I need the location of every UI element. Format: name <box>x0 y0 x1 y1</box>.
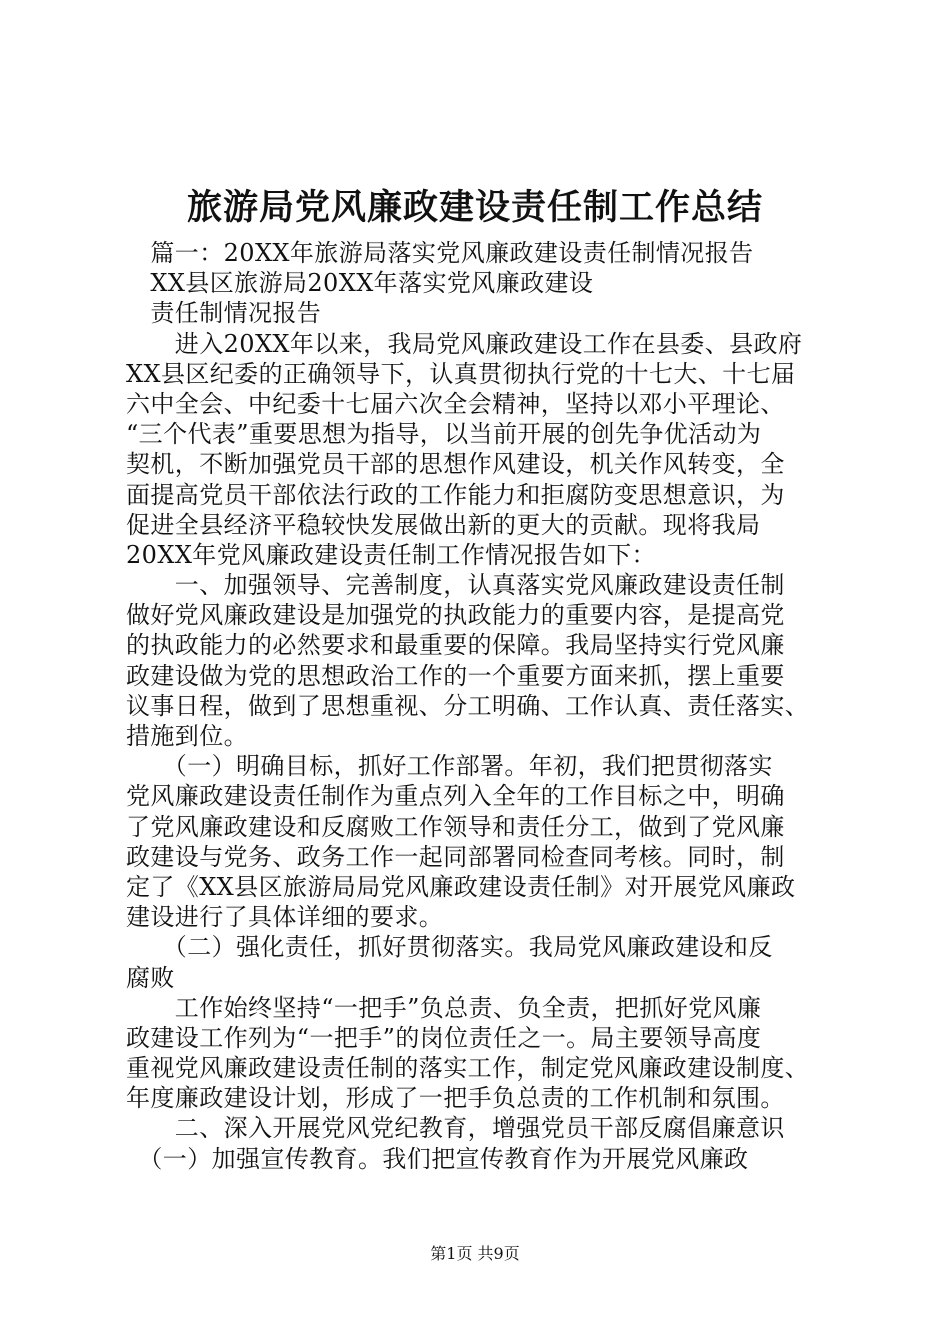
body-line: XX县区旅游局20XX年落实党风廉政建设 <box>126 269 594 298</box>
body-line: 政建设工作列为“一把手”的岗位责任之一。局主要领导高度 <box>126 1023 762 1052</box>
body-line: “三个代表”重要思想为指导，以当前开展的创先争优活动为 <box>126 420 762 449</box>
body-line: 政建设做为党的思想政治工作的一个重要方面来抓，摆上重要 <box>126 661 785 690</box>
body-line: 促进全县经济平稳较快发展做出新的更大的贡献。现将我局 <box>126 510 761 539</box>
body-line: 措施到位。 <box>126 722 248 750</box>
body-line: 议事日程，做到了思想重视、分工明确、工作认真、责任落实、 <box>126 691 810 720</box>
body-line: （二）强化责任，抓好贯彻落实。我局党风廉政建设和反 <box>126 933 773 962</box>
body-line: 六中全会、中纪委十七届六次全会精神，坚持以邓小平理论、 <box>126 389 785 418</box>
body-line: 建设进行了具体详细的要求。 <box>126 903 444 932</box>
body-line: 重视党风廉政建设责任制的落实工作，制定党风廉政建设制度、 <box>126 1054 810 1083</box>
body-line: 二、深入开展党风党纪教育，增强党员干部反腐倡廉意识 <box>126 1114 785 1143</box>
document-body <box>126 238 836 1174</box>
body-line: 党风廉政建设责任制作为重点列入全年的工作目标之中，明确 <box>126 782 785 811</box>
body-line: （一）加强宣传教育。我们把宣传教育作为开展党风廉政 <box>126 1144 749 1173</box>
body-line: 了党风廉政建设和反腐败工作领导和责任分工，做到了党风廉 <box>126 812 785 841</box>
body-line: 一、加强领导、完善制度，认真落实党风廉政建设责任制 <box>126 571 785 600</box>
body-line: 篇一：20XX年旅游局落实党风廉政建设责任制情况报告 <box>126 239 754 267</box>
document-title: 旅游局党风廉政建设责任制工作总结 <box>186 187 763 228</box>
page-footer: 第1页 共9页 <box>430 1244 520 1263</box>
body-line: 做好党风廉政建设是加强党的执政能力的重要内容，是提高党 <box>126 601 785 630</box>
body-line: 年度廉政建设计划，形成了一把手负总责的工作机制和氛围。 <box>126 1084 785 1113</box>
body-line: 腐败 <box>126 963 175 992</box>
body-line: 工作始终坚持“一把手”负总责、负全责，把抓好党风廉 <box>126 993 762 1022</box>
body-line: 责任制情况报告 <box>126 299 322 328</box>
body-line: 20XX年党风廉政建设责任制工作情况报告如下： <box>126 540 656 569</box>
body-line: 契机，不断加强党员干部的思想作风建设，机关作风转变，全 <box>126 450 785 479</box>
body-line: 进入20XX年以来，我局党风廉政建设工作在县委、县政府 <box>126 329 803 358</box>
body-line: 定了《XX县区旅游局局党风廉政建设责任制》对开展党风廉政 <box>126 872 796 901</box>
body-line: 面提高党员干部依法行政的工作能力和拒腐防变思想意识，为 <box>126 480 785 509</box>
body-line: 的执政能力的必然要求和最重要的保障。我局坚持实行党风廉 <box>126 631 785 660</box>
body-line: 政建设与党务、政务工作一起同部署同检查同考核。同时，制 <box>126 842 785 871</box>
body-line: （一）明确目标，抓好工作部署。年初，我们把贯彻落实 <box>126 752 773 781</box>
body-line: XX县区纪委的正确领导下，认真贯彻执行党的十七大、十七届 <box>126 359 796 388</box>
